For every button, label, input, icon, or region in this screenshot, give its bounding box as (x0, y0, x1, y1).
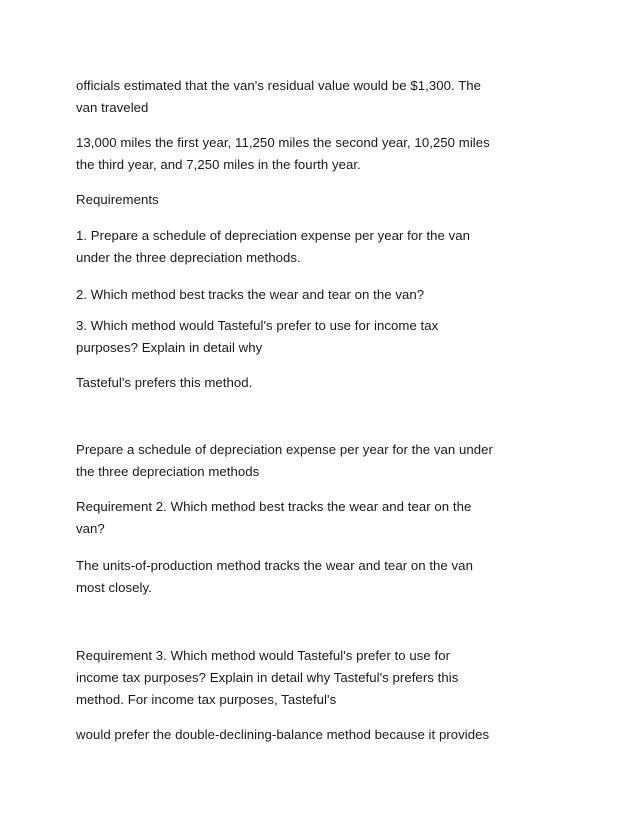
paragraph-miles-traveled (76, 132, 490, 176)
answer-2-text (76, 555, 473, 599)
text-line: Requirement 2. Which method best tracks the wear and tear on the (76, 499, 472, 514)
text-line: purposes? Explain in detail why (76, 340, 263, 355)
text-line: the third year, and 7,250 miles in the fourth year. (76, 157, 361, 172)
requirement-3 (76, 315, 438, 359)
text-line: 3. Which method would Tasteful's prefer to use for income tax (76, 318, 439, 333)
text-line: van? (76, 521, 105, 536)
requirement-2 (76, 284, 424, 306)
text-line: Tasteful's prefers this method. (76, 375, 253, 390)
text-line: The units-of-production method tracks the wear and tear on the van (76, 558, 473, 573)
text-line: the three depreciation methods (76, 464, 260, 479)
text-line: officials estimated that the van's residual value would be $1,300. The (76, 78, 482, 93)
text-line: 1. Prepare a schedule of depreciation expense per year for the van (76, 228, 471, 243)
text-line: would prefer the double-declining-balance method because it provides (76, 727, 490, 742)
answer-3-text (76, 724, 489, 746)
text-line: Prepare a schedule of depreciation expense per year for the van under (76, 442, 493, 457)
paragraph-residual-value (76, 75, 481, 119)
text-line: van traveled (76, 100, 149, 115)
text-line: most closely. (76, 580, 152, 595)
answer-1-heading (76, 439, 493, 483)
answer-3-heading (76, 645, 458, 711)
text-line: 13,000 miles the first year, 11,250 miles the second year, 10,250 miles (76, 135, 490, 150)
text-line: under the three depreciation methods. (76, 250, 301, 265)
requirements-heading (76, 189, 159, 211)
text-line: 2. Which method best tracks the wear and tear on the van? (76, 287, 425, 302)
paragraph-tasteful-prefers (76, 372, 252, 394)
text-line: income tax purposes? Explain in detail why Tasteful's prefers this (76, 670, 459, 685)
requirement-1 (76, 225, 470, 269)
answer-2-heading (76, 496, 471, 540)
text-line: method. For income tax purposes, Tasteful's (76, 692, 337, 707)
text-line: Requirements (76, 192, 159, 207)
text-line: Requirement 3. Which method would Tasteful's prefer to use for (76, 648, 451, 663)
